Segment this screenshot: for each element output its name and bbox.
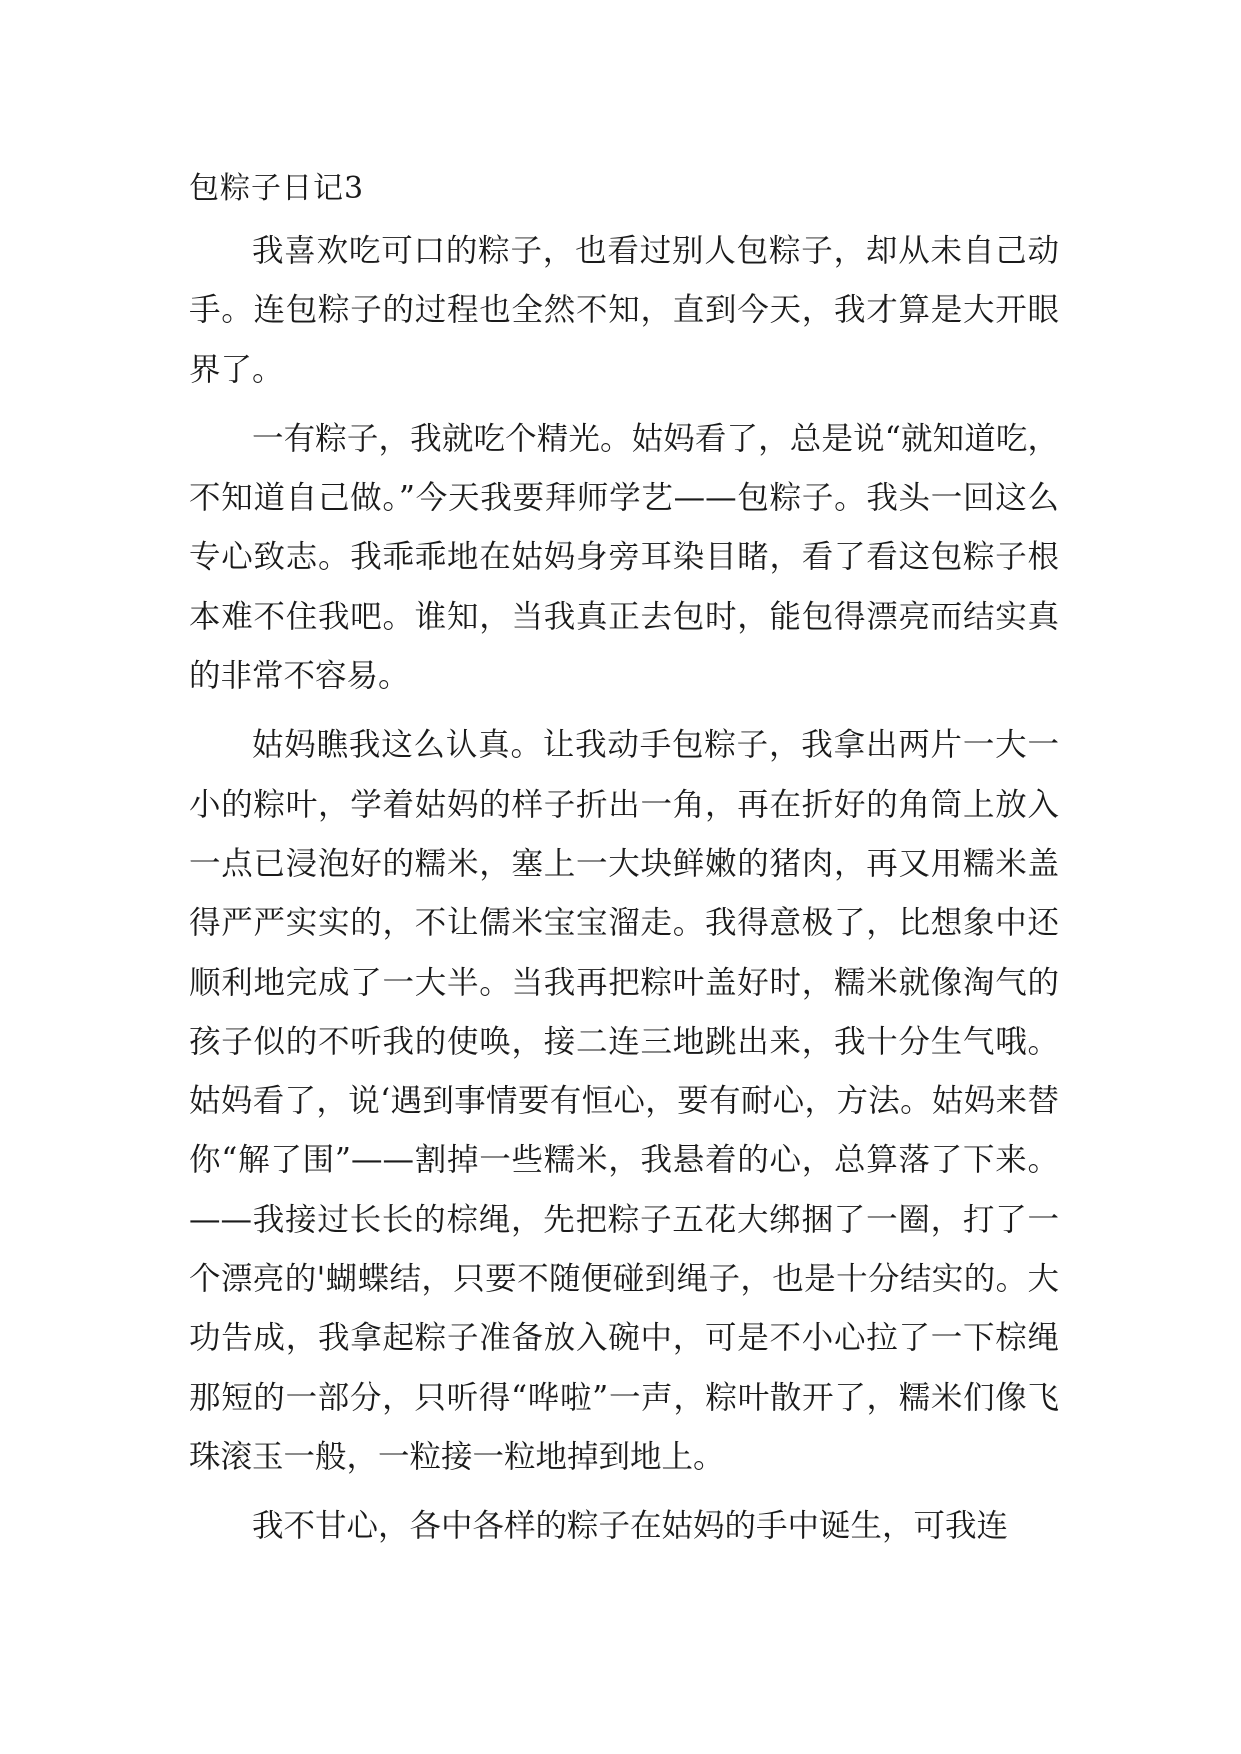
paragraph-4: 我不甘心，各中各样的粽子在姑妈的手中诞生，可我连 [252, 1508, 1009, 1545]
document-title: 包粽子日记3 [189, 171, 365, 206]
paragraph-3: 姑妈瞧我这么认真。让我动手包粽子，我拿出两片一大一小的粽叶，学着姑妈的样子折出一角，再在折好的角筒上放入一点已浸泡好的糯米，塞上一大块鲜嫩的猪肉，再又用糯米盖得严严实实的，不让儒米宝宝溜走。我得意极了，比想象中还顺利地完成了一大半。当我再把粽叶盖好时，糯米就像淘气的孩子似的不听我的使唤，接二连三地跳出来，我十分生气哦。姑妈看了，说‘遇到事情要有恒心，要有耐心，方法。姑妈来替你“解了围”——割掉一些糯米，我悬着的心，总算落了下来。——我接过长长的棕绳，先把粽子五花大绑捆了一圈，打了一个漂亮的'蝴蝶结，只要不随便碰到绳子，也是十分结实的。大功告成，我拿起粽子准备放入碗中，可是不小心拉了一下棕绳那短的一部分，只听得“哗啦”一声，粽叶散开了，糯米们像飞珠滚玉一般，一粒接一粒地掉到地上。 [189, 727, 1059, 1475]
paragraph-2: 一有粽子，我就吃个精光。姑妈看了，总是说“就知道吃，不知道自己做。”今天我要拜师学艺——包粽子。我头一回这么专心致志。我乖乖地在姑妈身旁耳染目睹，看了看这包粽子根本难不住我吧。谁知，当我真正去包时，能包得漂亮而结实真的非常不容易。 [189, 420, 1059, 695]
paragraph-1: 我喜欢吃可口的粽子，也看过别人包粽子，却从未自己动手。连包粽子的过程也全然不知，直到今天，我才算是大开眼界了。 [189, 233, 1059, 388]
document-page [189, 160, 1059, 1567]
